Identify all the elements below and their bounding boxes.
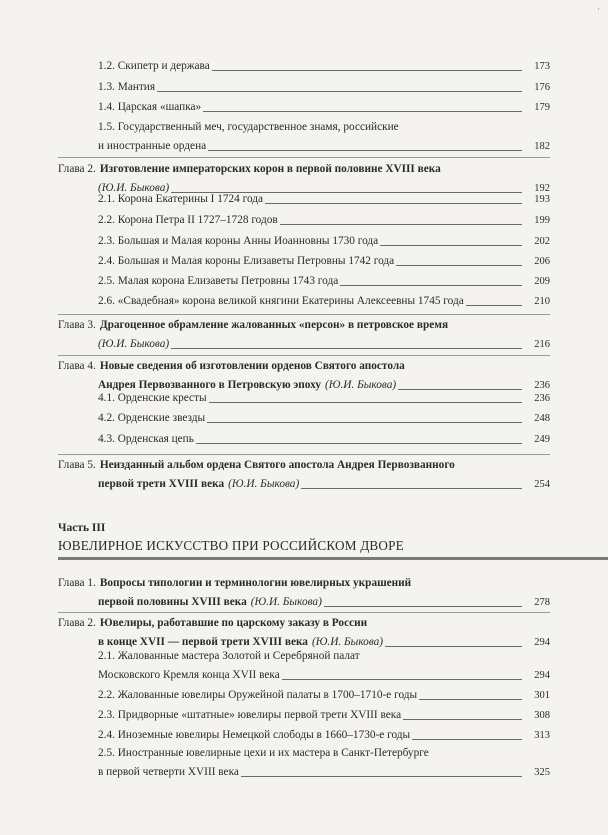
toc-part3-entry-2-2[interactable]: [98, 686, 550, 705]
toc-entry-4-2[interactable]: [98, 409, 550, 428]
divider: [58, 612, 550, 613]
page-number: 179: [534, 102, 550, 113]
entry-title: 2.3. Придворные «штатные» ювелиры первой трети XVIII века: [98, 709, 402, 721]
entry-title: 4.2. Орденские звезды: [98, 412, 206, 424]
chapter-title-line1: Неизданный альбом ордена Святого апостола Андрея Первозванного: [99, 459, 455, 471]
toc-entry-2-4[interactable]: [98, 252, 550, 271]
leader-line: [265, 203, 522, 204]
chapter-prefix: Глава 1.: [58, 577, 96, 589]
toc-part3-entry-2-4[interactable]: [98, 726, 550, 745]
divider: [58, 314, 550, 315]
entry-title: 2.2. Жалованные ювелиры Оружейной палаты в 1700–1710-е годы: [98, 689, 418, 701]
chapter-title-line2: в конце XVII — первой трети XVIII века: [98, 636, 308, 648]
chapter-author: (Ю.И. Быкова): [98, 182, 170, 194]
leader-line: [282, 679, 522, 680]
entry-title: 1.2. Скипетр и держава: [98, 60, 210, 72]
page-number: 294: [534, 670, 550, 681]
entry-title: 2.2. Корона Петра II 1727–1728 годов: [98, 214, 278, 226]
chapter-title: Драгоценное обрамление жалованных «персон» в петровское время: [99, 319, 449, 331]
part-label: Часть III: [58, 522, 106, 534]
page-number: 236: [534, 393, 550, 404]
entry-title: 2.3. Большая и Малая короны Анны Иоанновны 1730 года: [98, 235, 379, 247]
toc-entry-2-1[interactable]: [98, 190, 550, 209]
page-number: 176: [534, 82, 550, 93]
page-number: 199: [534, 215, 550, 226]
chapter-author: (Ю.И. Быкова): [228, 478, 300, 490]
toc-entry-4-1[interactable]: [98, 389, 550, 408]
leader-line: [380, 245, 522, 246]
leader-line: [301, 488, 522, 489]
toc-entry-4-3[interactable]: [98, 430, 550, 449]
chapter-title-line1: Ювелиры, работавшие по царскому заказу в России: [99, 617, 368, 629]
page-number: 301: [534, 690, 550, 701]
leader-line: [207, 422, 522, 423]
page-number: 313: [534, 730, 550, 741]
toc-part3-entry-2-1[interactable]: [98, 647, 550, 685]
part-title[interactable]: ЮВЕЛИРНОЕ ИСКУССТВО ПРИ РОССИЙСКОМ ДВОРЕ: [58, 538, 404, 553]
entry-title: 1.4. Царская «шапка»: [98, 101, 202, 113]
divider: [58, 157, 550, 158]
leader-line: [396, 265, 522, 266]
chapter-prefix: Глава 2.: [58, 163, 96, 175]
toc-entry-2-2[interactable]: [98, 211, 550, 230]
page-number: 236: [534, 380, 550, 391]
page-number: 192: [534, 183, 550, 194]
entry-title-line1: 2.5. Иностранные ювелирные цехи и их мастера в Санкт-Петербурге: [98, 747, 429, 759]
toc-entry-2-5[interactable]: [98, 272, 550, 291]
chapter-title: Изготовление императорских корон в первой половине XVIII века: [99, 163, 441, 175]
toc-chapter-3[interactable]: [58, 316, 550, 354]
entry-title: 2.5. Малая корона Елизаветы Петровны 1743 года: [98, 275, 339, 287]
toc-entry-1-4[interactable]: [98, 98, 550, 117]
leader-line: [171, 348, 522, 349]
divider: [58, 454, 550, 455]
page-number: 202: [534, 236, 550, 247]
entry-title: 2.4. Большая и Малая короны Елизаветы Петровны 1742 года: [98, 255, 395, 267]
leader-line: [203, 111, 522, 112]
toc-entry-1-2[interactable]: [98, 57, 550, 76]
leader-line: [324, 606, 522, 607]
page-number: 308: [534, 710, 550, 721]
leader-line: [208, 150, 522, 151]
page-number: 206: [534, 256, 550, 267]
leader-line: [419, 699, 522, 700]
leader-line: [157, 91, 522, 92]
page-mark: ·: [597, 4, 600, 14]
toc-part3-entry-2-3[interactable]: [98, 706, 550, 725]
chapter-author: (Ю.И. Быкова): [311, 636, 384, 648]
leader-line: [466, 305, 522, 306]
chapter-title-line2: первой половины XVIII века: [98, 596, 247, 608]
divider: [58, 355, 550, 356]
page-number: 216: [534, 339, 550, 350]
chapter-prefix: Глава 4.: [58, 360, 96, 372]
page-number: 249: [534, 434, 550, 445]
chapter-prefix: Глава 3.: [58, 319, 96, 331]
page-number: 182: [534, 141, 550, 152]
toc-part3-entry-2-5[interactable]: [98, 744, 550, 782]
leader-line: [196, 443, 522, 444]
entry-title-line1: 1.5. Государственный меч, государственное знамя, российские: [98, 121, 399, 133]
chapter-prefix: Глава 2.: [58, 617, 96, 629]
leader-line: [280, 224, 522, 225]
leader-line: [209, 402, 522, 403]
leader-line: [241, 776, 522, 777]
page-number: 325: [534, 767, 550, 778]
toc-entry-1-5[interactable]: [98, 118, 550, 156]
toc-chapter-5[interactable]: [58, 456, 550, 494]
page-number: 294: [534, 637, 550, 648]
page-number: 173: [534, 61, 550, 72]
entry-title-line2: и иностранные ордена: [98, 140, 207, 152]
chapter-author: (Ю.И. Быкова): [325, 379, 397, 391]
entry-title: 4.1. Орденские кресты: [98, 392, 207, 404]
toc-entry-2-6[interactable]: [98, 292, 550, 311]
page-number: 193: [534, 194, 550, 205]
page-number: 278: [534, 597, 550, 608]
toc-entry-2-3[interactable]: [98, 232, 550, 251]
entry-title-line2: в первой четверти XVIII века: [98, 766, 239, 778]
chapter-title-line2: Андрея Первозванного в Петровскую эпоху: [98, 379, 322, 391]
entry-title: 2.1. Корона Екатерины I 1724 года: [98, 193, 264, 205]
page-number: 254: [534, 479, 550, 490]
leader-line: [340, 285, 522, 286]
leader-line: [212, 70, 522, 71]
leader-line: [412, 739, 522, 740]
chapter-author: (Ю.И. Быкова): [98, 338, 170, 350]
page-number: 248: [534, 413, 550, 424]
entry-title: 1.3. Мантия: [98, 81, 156, 93]
chapter-title-line1: Новые сведения об изготовлении орденов Святого апостола: [99, 360, 405, 372]
page-number: 210: [534, 296, 550, 307]
entry-title: 4.3. Орденская цепь: [98, 433, 194, 445]
toc-part3-chapter-1[interactable]: [58, 574, 550, 612]
chapter-title-line2: первой трети XVIII века: [98, 478, 225, 490]
chapter-prefix: Глава 5.: [58, 459, 96, 471]
chapter-author: (Ю.И. Быкова): [250, 596, 322, 608]
entry-title-line2: Московского Кремля конца XVII века: [98, 669, 280, 681]
part-divider-bar: [58, 557, 608, 560]
page-number: 209: [534, 276, 550, 287]
toc-entry-1-3[interactable]: [98, 78, 550, 97]
leader-line: [403, 719, 522, 720]
chapter-title-line1: Вопросы типологии и терминологии ювелирных украшений: [99, 577, 412, 589]
entry-title-line1: 2.1. Жалованные мастера Золотой и Серебряной палат: [98, 650, 360, 662]
entry-title: 2.4. Иноземные ювелиры Немецкой слободы в 1660–1730-е годы: [98, 729, 411, 741]
entry-title: 2.6. «Свадебная» корона великой княгини Екатерины Алексеевны 1745 года: [98, 295, 464, 307]
